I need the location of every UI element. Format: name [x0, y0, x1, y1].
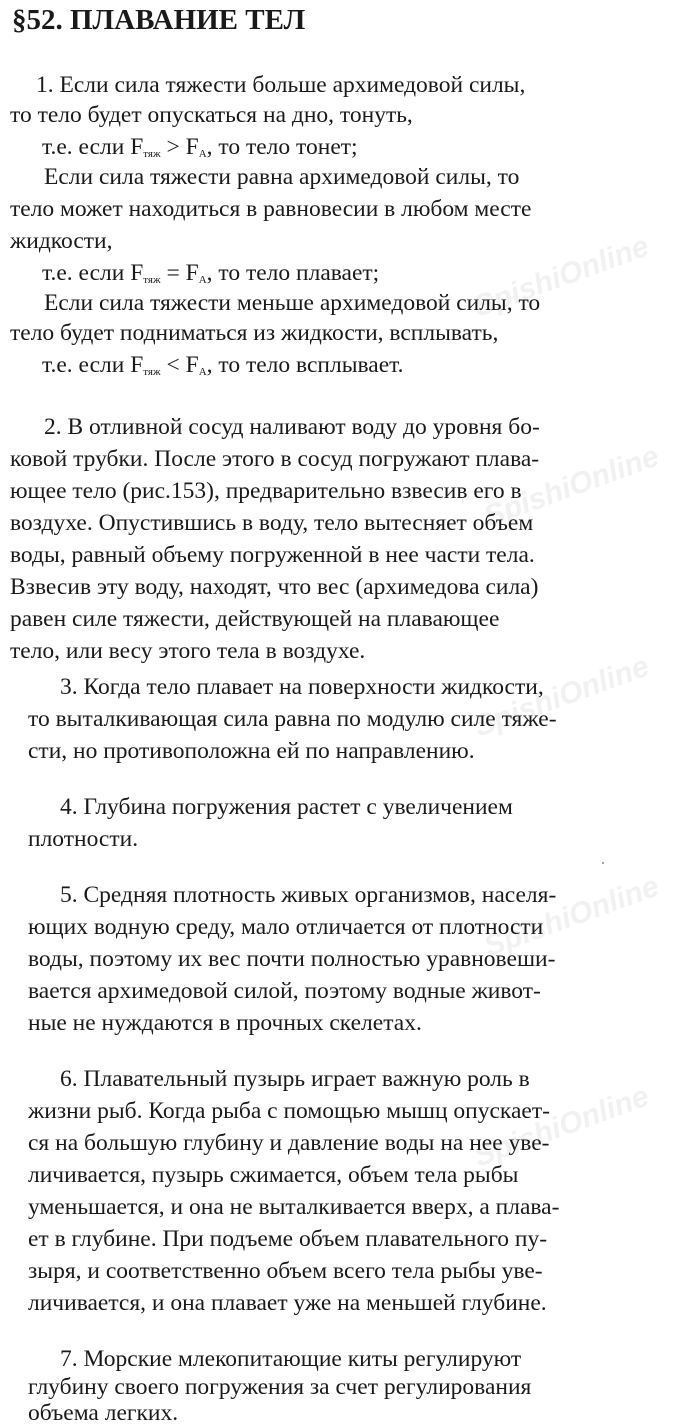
p4-line-2 — [28, 824, 138, 854]
p2-line-8-text: тело, или весу этого тела в воздухе. — [10, 638, 366, 664]
f-gravity-sub-2: тяж — [143, 274, 161, 286]
p2-line-6 — [10, 572, 538, 602]
p1-f3-op: < — [160, 352, 186, 378]
p6-line-6-text: ет в глубине. При подъеме объем плавательного пу- — [28, 1226, 548, 1252]
p1-line-5-text: тело может находиться в равновесии в любом месте — [10, 196, 532, 222]
p3-line-1 — [60, 672, 544, 702]
p5-line-5 — [28, 1008, 422, 1038]
p5-line-1 — [60, 880, 556, 910]
p7-line-3 — [28, 1398, 178, 1428]
p1-line-4 — [44, 162, 519, 192]
f-gravity-3: F — [130, 352, 144, 378]
p6-line-5-text: уменьшается, и она не выталкивается вверх, а плава- — [28, 1194, 560, 1220]
p1-f2-pre: т.е. если — [42, 260, 131, 286]
p6-line-7 — [28, 1256, 543, 1286]
p1-line-1 — [36, 70, 676, 100]
watermark-3: SpishiOnline — [469, 649, 654, 744]
p1-line-6-text: жидкости, — [10, 228, 113, 254]
p6-line-5 — [28, 1192, 559, 1222]
p2-line-3 — [10, 476, 522, 506]
p1-line-4-text: Если сила тяжести равна архимедовой силы, то — [44, 164, 520, 190]
p5-line-3 — [28, 944, 555, 974]
p1-f1-post: , то тело тонет; — [206, 134, 358, 160]
p1-f1-pre: т.е. если — [42, 134, 131, 160]
watermark-4: SpishiOnline — [479, 869, 664, 964]
f-gravity-2: F — [130, 260, 144, 286]
p6-line-3 — [28, 1128, 550, 1158]
p7-line-3-text: объема легких. — [28, 1400, 179, 1426]
f-archimedes-sub-2: A — [198, 274, 207, 286]
scan-speck — [602, 862, 604, 864]
p1-line-2-text: то тело будет опускаться на дно, тонуть, — [10, 102, 413, 128]
p2-line-5-text: воды, равный объему погруженной в нее части тела. — [10, 542, 535, 568]
p1-line-9-text: тело будет подниматься из жидкости, всплывать, — [10, 320, 499, 346]
p6-line-2 — [28, 1096, 550, 1126]
p3-line-3 — [28, 736, 475, 766]
p2-line-8 — [10, 636, 365, 666]
p7-line-1 — [60, 1344, 521, 1374]
p5-line-2-text: ющих водную среду, мало отличается от плотности — [28, 914, 544, 940]
p3-line-2 — [28, 704, 557, 734]
f-archimedes-1: F — [185, 134, 199, 160]
p2-line-3-text: ющее тело (рис.153), предварительно взвесив его в — [10, 478, 522, 504]
p5-line-2 — [28, 912, 543, 942]
p2-line-2 — [10, 444, 539, 474]
p4-line-2-text: плотности. — [28, 826, 139, 852]
p2-line-7-text: равен силе тяжести, действующей на плавающее — [10, 606, 500, 632]
p2-line-4-text: воздухе. Опустившись в воду, тело вытесняет объем — [10, 510, 534, 536]
p1-f2-post: , то тело плавает; — [206, 260, 380, 286]
p7-line-2-text: глубину своего погружения за счет регулирования — [28, 1374, 532, 1400]
p6-line-4-text: личивается, пузырь сжимается, объем тела рыбы — [28, 1162, 519, 1188]
p7-line-1-text: 7. Морские млекопитающие киты регулируют — [60, 1346, 522, 1372]
p3-line-1-text: 3. Когда тело плавает на поверхности жидкости, — [60, 674, 544, 700]
watermark-2: SpishiOnline — [479, 439, 664, 534]
p1-f3-post: , то тело всплывает. — [206, 352, 404, 378]
f-archimedes-sub-1: A — [198, 148, 207, 160]
watermark-1: SpishiOnline — [469, 229, 654, 324]
p1-line-9 — [10, 318, 498, 348]
f-gravity-sub-1: тяж — [143, 148, 161, 160]
p2-line-1 — [44, 412, 540, 442]
p6-line-2-text: жизни рыб. Когда рыба с помощью мышц опускает- — [28, 1098, 550, 1124]
p6-line-8-text: личивается, и она плавает уже на меньшей глубине. — [28, 1290, 547, 1316]
p6-line-1-text: 6. Плавательный пузырь играет важную роль в — [60, 1066, 530, 1092]
p5-line-1-text: 5. Средняя плотность живых организмов, населя- — [60, 882, 557, 908]
p2-line-6-text: Взвесив эту воду, находят, что вес (архимедова сила) — [10, 574, 539, 600]
p2-line-2-text: ковой трубки. После этого в сосуд погружают плава- — [10, 446, 540, 472]
p3-line-3-text: сти, но противоположна ей по направлению. — [28, 738, 475, 764]
p1-line-8-text: Если сила тяжести меньше архимедовой силы, то — [44, 290, 541, 316]
p1-line-8 — [44, 288, 540, 318]
p5-line-4 — [28, 976, 541, 1006]
p2-line-1-text: 2. В отливной сосуд наливают воду до уровня бо- — [44, 414, 540, 440]
p2-line-5 — [10, 540, 535, 570]
p6-line-6 — [28, 1224, 547, 1254]
p6-line-4 — [28, 1160, 518, 1190]
f-archimedes-2: F — [185, 260, 199, 286]
p1-line-2 — [10, 100, 413, 130]
p1-formula-surfaces — [42, 350, 404, 387]
section-title: §52. ПЛАВАНИЕ ТЕЛ — [12, 4, 306, 36]
p6-line-8 — [28, 1288, 547, 1318]
f-gravity-1: F — [130, 134, 144, 160]
p1-f1-op: > — [160, 134, 186, 160]
f-archimedes-sub-3: A — [198, 366, 207, 378]
p2-line-4 — [10, 508, 533, 538]
p5-line-5-text: ные не нуждаются в прочных скелетах. — [28, 1010, 422, 1036]
p3-line-2-text: то выталкивающая сила равна по модулю силе тяже- — [28, 706, 557, 732]
p4-line-1-text: 4. Глубина погружения растет с увеличением — [60, 794, 513, 820]
p2-line-7 — [10, 604, 499, 634]
p6-line-1 — [60, 1064, 530, 1094]
p6-line-7-text: зыря, и соответственно объем всего тела рыбы уве- — [28, 1258, 543, 1284]
watermark-5: SpishiOnline — [469, 1079, 654, 1174]
p1-f3-pre: т.е. если — [42, 352, 131, 378]
p5-line-3-text: воды, поэтому их вес почти полностью уравновеши- — [28, 946, 556, 972]
p1-line-5 — [10, 194, 531, 224]
p1-line-6 — [10, 226, 112, 256]
p4-line-1 — [60, 792, 513, 822]
p5-line-4-text: вается архимедовой силой, поэтому водные живот- — [28, 978, 541, 1004]
p1-f2-op: = — [160, 260, 186, 286]
p6-line-3-text: ся на большую глубину и давление воды на нее уве- — [28, 1130, 550, 1156]
f-gravity-sub-3: тяж — [143, 366, 161, 378]
f-archimedes-3: F — [185, 352, 199, 378]
p1-line-1-text: 1. Если сила тяжести больше архимедовой силы, — [36, 72, 526, 98]
